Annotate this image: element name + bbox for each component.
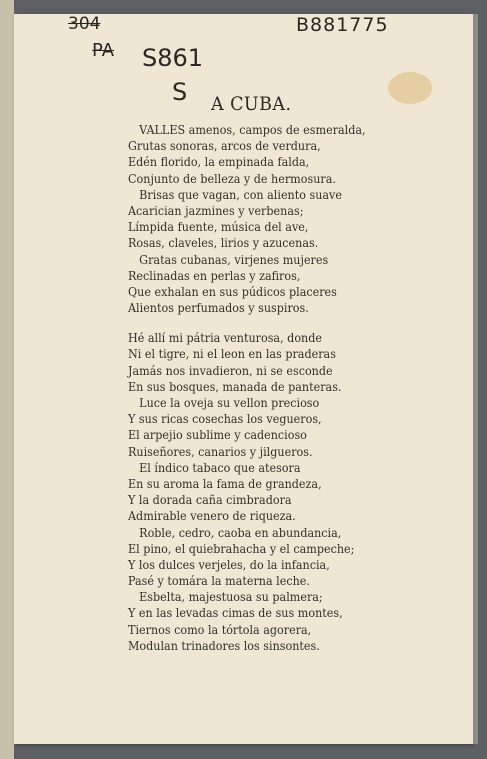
poem-line: Reclinadas en perlas y zafiros, (128, 268, 301, 283)
poem-line: Luce la oveja su vellon precioso (139, 396, 320, 410)
poem-line: Ni el tigre, ni el leon en las praderas (128, 347, 336, 362)
poem-line: Admirable venero de riqueza. (128, 509, 296, 524)
handwritten-letter: S (172, 78, 188, 106)
poem-line: Límpida fuente, música del ave, (128, 220, 309, 235)
poem-line: En sus bosques, manada de panteras. (128, 379, 342, 394)
poem-line: El pino, el quiebrahacha y el campeche; (128, 541, 355, 556)
poem-line: Ruiseñores, canarios y jilgueros. (128, 444, 313, 459)
poem-line: Alientos perfumados y suspiros. (128, 301, 309, 316)
poem-line: El arpejio sublime y cadencioso (128, 428, 307, 443)
poem-body (128, 122, 468, 654)
poem-line: Esbelta, majestuosa su palmera; (139, 590, 323, 605)
handwritten-shelf-mark: S861 (142, 44, 204, 72)
poem-line: Y sus ricas cosechas los vegueros, (128, 412, 322, 427)
page-edge (473, 14, 478, 744)
poem-line: Y los dulces verjeles, do la infancia, (128, 557, 330, 572)
poem-line: Jamás nos invadieron, ni se esconde (128, 363, 333, 378)
drop-word: VALLES (139, 123, 186, 137)
stanza-1 (128, 138, 468, 316)
poem-line: Brisas que vagan, con aliento suave (139, 187, 342, 202)
poem-line (128, 122, 444, 138)
poem-line: Grutas sonoras, arcos de verdura, (128, 139, 321, 154)
poem-title: A CUBA. (211, 93, 292, 115)
poem-line: Pasé y tomára la materna leche. (128, 574, 310, 589)
poem-line: Y en las levadas cimas de sus montes, (128, 606, 343, 621)
poem-line: Hé allí mi pátria venturosa, donde (128, 331, 322, 346)
poem-line: El índico tabaco que atesora (139, 460, 301, 475)
poem-line-text: amenos, campos de esmeralda, (185, 123, 366, 137)
poem-line: Rosas, claveles, lirios y azucenas. (128, 236, 319, 251)
poem-line: Edén florido, la empinada falda, (128, 155, 310, 170)
handwritten-catalog-number: B881775 (296, 14, 389, 36)
stanza-2 (128, 330, 468, 654)
poem-line: Tiernos como la tórtola agorera, (128, 622, 312, 637)
handwritten-initials-crossed: PA (92, 40, 115, 61)
binding-edge (0, 0, 14, 759)
poem-line: Gratas cubanas, virjenes mujeres (139, 252, 329, 267)
poem-line: Acarician jazmines y verbenas; (128, 203, 304, 218)
stanza-gap (128, 316, 468, 330)
poem-line: Roble, cedro, caoba en abundancia, (139, 525, 342, 540)
poem-line: Y la dorada caña cimbradora (128, 493, 292, 508)
poem-line: Que exhalan en sus púdicos placeres (128, 284, 337, 299)
paper-stain (388, 72, 432, 104)
poem-line: Modulan trinadores los sinsontes. (128, 638, 320, 653)
poem-line: Conjunto de belleza y de hermosura. (128, 171, 336, 186)
handwritten-number-crossed: 304 (68, 14, 101, 34)
poem-line: En su aroma la fama de grandeza, (128, 476, 322, 491)
